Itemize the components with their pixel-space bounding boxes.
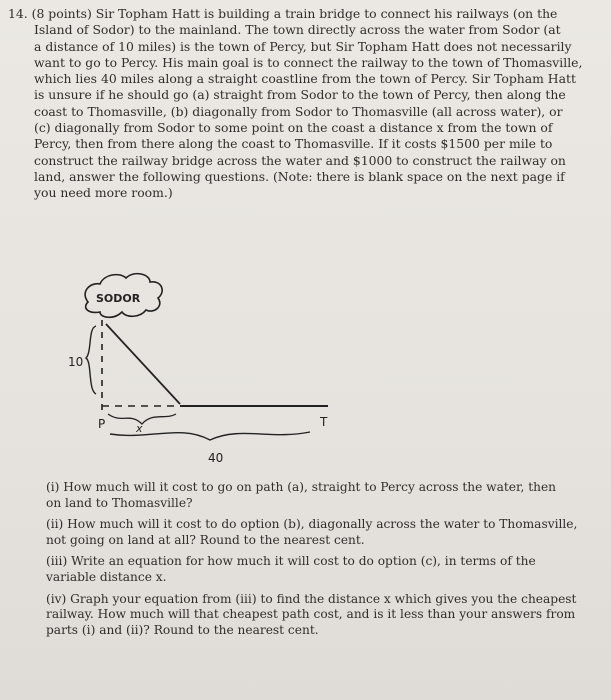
problem-line: Percy, then from there along the coast to Thomasville. If it costs $1500 per mile to — [34, 136, 553, 152]
problem-line: (c) diagonally from Sodor to some point on the coast a distance x from the town of — [34, 120, 553, 136]
problem-line: is unsure if he should go (a) straight from Sodor to the town of Percy, then along the — [34, 87, 566, 103]
vertical-brace — [86, 326, 96, 394]
percy-label: P — [98, 417, 106, 431]
problem-line: land, answer the following questions. (Note: there is blank space on the next page if — [34, 168, 565, 184]
part-iii — [46, 554, 602, 585]
problem-line: you need more room.) — [34, 185, 173, 201]
part-line: railway. How much will that cheapest path cost, and is it less than your answers from — [46, 607, 576, 622]
problem-statement — [8, 6, 604, 202]
part-line: (i) How much will it cost to go on path (a), straight to Percy across the water, then — [46, 480, 557, 494]
figure-svg — [70, 262, 370, 467]
problem-line: coast to Thomasville, (b) diagonally from Sodor to Thomasville (all across water), or — [34, 103, 563, 119]
part-line: (iii) Write an equation for how much it will cost to do option (c), in terms of the — [46, 554, 536, 569]
part-line: (ii) How much will it cost to do option (b), diagonally across the water to Thomasville, — [46, 517, 578, 532]
thomasville-label: T — [320, 415, 328, 429]
x-label: x — [136, 422, 143, 435]
ten-label: 10 — [68, 355, 84, 369]
problem-line: which lies 40 miles along a straight coastline from the town of Percy. Sir Topham Hatt — [34, 71, 576, 87]
part-iv — [46, 592, 602, 639]
part-line: (iv) Graph your equation from (iii) to find the distance x which gives you the cheapest — [46, 591, 577, 606]
part-line: not going on land at all? Round to the nearest cent. — [46, 532, 365, 547]
problem-line: 14. (8 points) Sir Topham Hatt is building a train bridge to connect his railways (on the — [8, 6, 558, 21]
part-i — [46, 480, 602, 511]
part-line: parts (i) and (ii)? Round to the nearest cent. — [46, 622, 319, 637]
problem-line: want to go to Percy. His main goal is to connect the railway to the town of Thomasville, — [34, 54, 583, 70]
diagonal-path — [106, 324, 180, 404]
part-line: on land to Thomasville? — [46, 495, 193, 510]
hand-drawn-figure — [70, 262, 370, 467]
part-ii — [46, 517, 602, 548]
problem-line: a distance of 10 miles) is the town of Percy, but Sir Topham Hatt does not necessarily — [34, 38, 572, 54]
problem-line: construct the railway bridge across the water and $1000 to construct the railway on — [34, 152, 566, 168]
problem-line: Island of Sodor) to the mainland. The town directly across the water from Sodor (at — [34, 22, 561, 38]
part-line: variable distance x. — [46, 569, 167, 584]
forty-label: 40 — [208, 451, 224, 465]
question-parts — [46, 480, 602, 644]
sodor-label: SODOR — [96, 292, 141, 305]
